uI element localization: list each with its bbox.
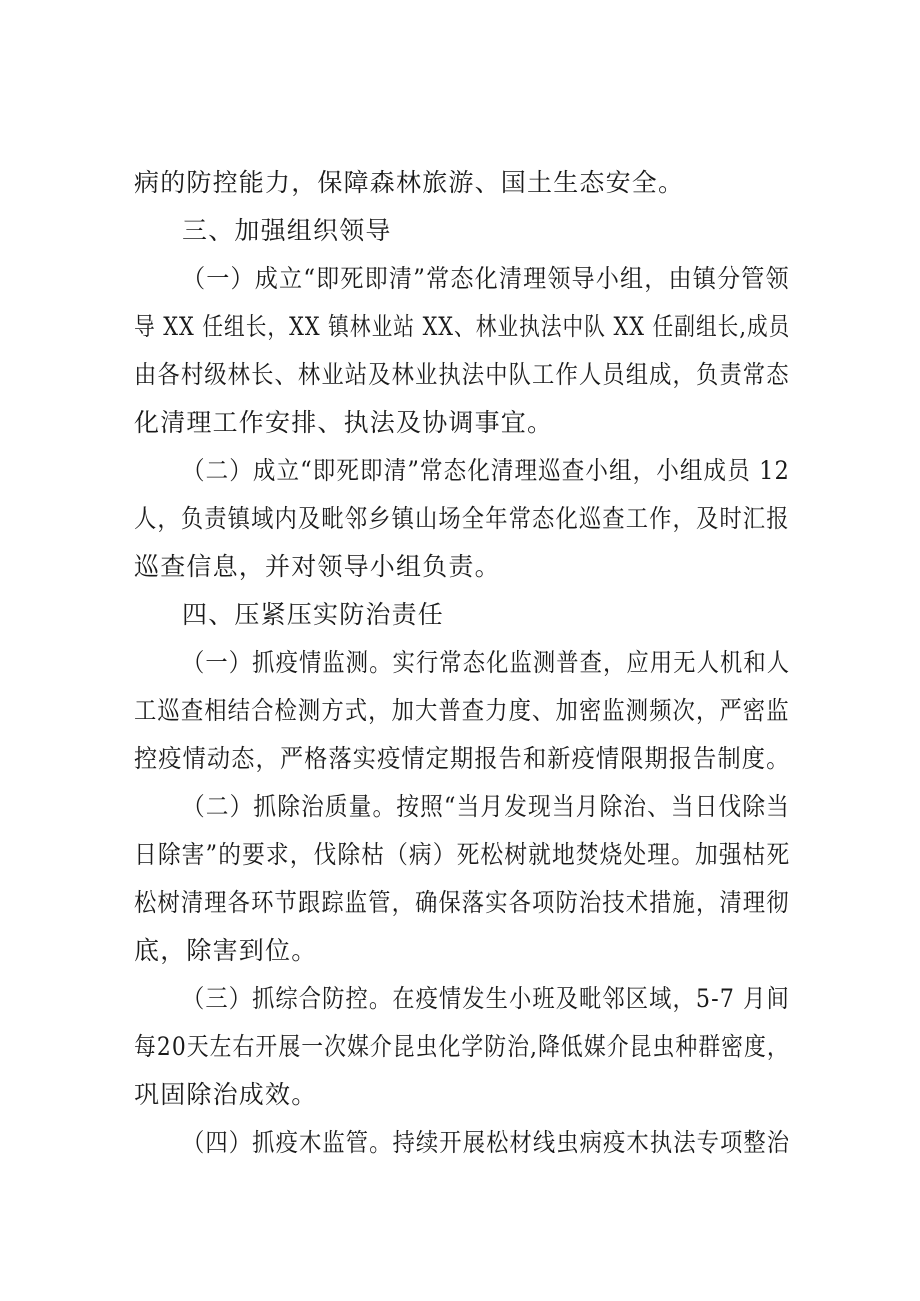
- paragraph-line: （二）成立“即死即清”常态化清理巡查小组，小组成员 12: [182, 456, 790, 485]
- paragraph-line: 巩固除治成效。: [134, 1080, 318, 1109]
- paragraph-line: 底，除害到位。: [134, 936, 318, 965]
- paragraph-line: 导 XX 任组长，XX 镇林业站 XX、林业执法中队 XX 任副组长,成员: [134, 312, 791, 341]
- paragraph-line: （四）抓疫木监管。持续开展松材线虫病疫木执法专项整治: [182, 1128, 791, 1157]
- paragraph-line: 人，负责镇域内及毗邻乡镇山场全年常态化巡查工作，及时汇报: [134, 504, 790, 533]
- paragraph-line: 工巡查相结合检测方式，加大普查力度、加密监测频次，严密监: [134, 696, 790, 725]
- paragraph-line: 松树清理各环节跟踪监管，确保落实各项防治技术措施，清理彻: [134, 888, 790, 917]
- paragraph-line: （二）抓除治质量。按照“当月发现当月除治、当日伐除当: [182, 792, 790, 821]
- paragraph-line: 控疫情动态，严格落实疫情定期报告和新疫情限期报告制度。: [134, 744, 791, 773]
- paragraph-line: （一）抓疫情监测。实行常态化监测普查，应用无人机和人: [182, 648, 791, 677]
- section-heading: 三、加强组织领导: [182, 216, 392, 245]
- paragraph-line: 每20天左右开展一次媒介昆虫化学防治,降低媒介昆虫种群密度，: [134, 1032, 790, 1061]
- paragraph-line: 化清理工作安排、执法及协调事宜。: [134, 408, 554, 437]
- paragraph-line: 巡查信息，并对领导小组负责。: [134, 552, 501, 581]
- paragraph-line: 由各村级林长、林业站及林业执法中队工作人员组成，负责常态: [134, 360, 790, 389]
- paragraph-line: 病的防控能力，保障森林旅游、国土生态安全。: [134, 168, 685, 197]
- paragraph-line: 日除害”的要求，伐除枯（病）死松树就地焚烧处理。加强枯死: [134, 840, 791, 869]
- paragraph-line: （一）成立“即死即清”常态化清理领导小组，由镇分管领: [182, 264, 790, 293]
- paragraph-line: （三）抓综合防控。在疫情发生小班及毗邻区域，5-7 月间: [182, 984, 790, 1013]
- section-heading: 四、压紧压实防治责任: [182, 600, 445, 629]
